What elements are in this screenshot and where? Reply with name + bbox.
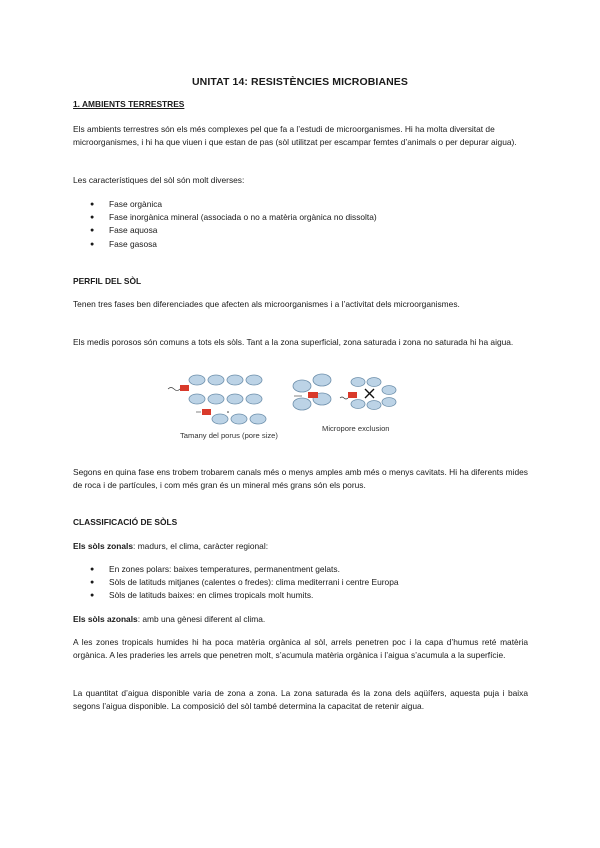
section-heading-classificacio: CLASSIFICACIÓ DE SÒLS (73, 517, 178, 527)
section-heading-ambients: 1. AMBIENTS TERRESTRES (73, 99, 185, 109)
page-title: UNITAT 14: RESISTÈNCIES MICROBIANES (191, 76, 409, 88)
list-item: ● Fase gasosa (73, 238, 528, 251)
sols-zonals-label: Els sòls zonals (73, 541, 134, 551)
sols-azonals-label: Els sòls azonals (73, 614, 138, 624)
phases-list (73, 198, 528, 251)
paragraph-medis-porosos: Els medis porosos són comuns a tots els sòls. Tant a la zona superficial, zona saturada i zona no saturada hi ha aigua. (73, 337, 514, 347)
paragraph-caracteristiques: Les característiques del sòl són molt diverses: (73, 175, 245, 185)
figure-caption-left: Tamany del porus (pore size) (180, 431, 278, 440)
paragraph-sols-zonals (73, 540, 528, 553)
pore-size-figure (160, 372, 410, 442)
micropore-exclusion-diagram (293, 374, 396, 433)
pore-size-diagram (168, 375, 278, 440)
paragraph-canals: Segons en quina fase ens trobem trobarem canals més o menys amples amb més o menys cavitats. Hi ha diferents mides de roca i de partícules, i com més gran és un mineral més grans són els porus. (73, 467, 528, 490)
section-heading-perfil: PERFIL DEL SÒL (73, 276, 142, 286)
list-item: ● Fase aquosa (73, 224, 528, 237)
figure-caption-right: Micropore exclusion (322, 424, 390, 433)
list-item: ● Fase orgànica (73, 198, 528, 211)
list-item: ● Fase inorgànica mineral (associada o no a matèria orgànica no dissolta) (73, 211, 528, 224)
list-item: ● Sòls de latituds mitjanes (calentes o fredes): clima mediterrani i centre Europa (73, 576, 528, 589)
sols-azonals-text: : amb una gènesi diferent al clima. (137, 614, 266, 624)
paragraph-zones-tropicals: A les zones tropicals humides hi ha poca matèria orgànica al sòl, arrels penetren poc i la capa d’humus reté matèria orgànica. A les praderies les arrels que penetren molt, s’acumula matèria orgànica i l’aigua s’acumula a la superfície. (73, 637, 528, 660)
zonals-list (73, 563, 528, 603)
list-item: ● Sòls de latituds baixes: en climes tropicals molt humits. (73, 589, 528, 602)
sols-zonals-text: : madurs, el clima, caràcter regional: (133, 541, 269, 551)
paragraph-perfil-fases: Tenen tres fases ben diferenciades que afecten als microorganismes i a l’activitat dels microorganismes. (73, 299, 460, 309)
paragraph-sols-azonals (73, 613, 528, 626)
paragraph-quantitat-aigua: La quantitat d’aigua disponible varia de zona a zona. La zona saturada és la zona dels aqüífers, aquesta puja i baixa segons l’aigua disponible. La composició del sòl també determina la capacitat de retenir aigua. (73, 688, 528, 711)
list-item: ● En zones polars: baixes temperatures, permanentment gelats. (73, 563, 528, 576)
paragraph-ambients-intro: Els ambients terrestres són els més complexes pel que fa a l’estudi de microorganismes. Hi ha molta diversitat de microorganismes, i hi ha que viuen i que estan de pas (sòl utilitzat per escampar femtes d’animals o per depurar aigua). (73, 124, 517, 147)
